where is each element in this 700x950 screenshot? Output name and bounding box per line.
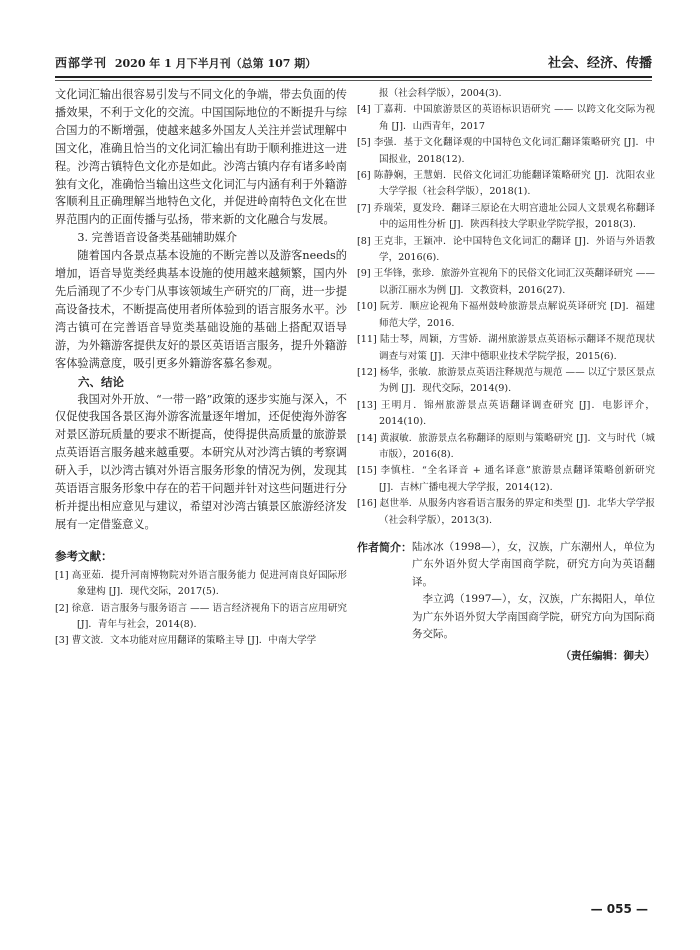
left-column (55, 86, 347, 650)
author-2: 李立鸿（1997—），女，汉族，广东揭阳人，单位为广东外语外贸大学南国商学院，研究方向为国际商务交际。 (412, 593, 655, 641)
journal-logo: 西部学刊 (55, 56, 108, 70)
author-info (357, 539, 655, 644)
page-number: — 055 — (590, 902, 648, 916)
header-journal (55, 54, 316, 71)
reference-continued: 报（社会科学版），2004(3). (379, 88, 502, 99)
editor-note: （责任编辑：御夫） (560, 649, 655, 662)
reference-item: [11] 陆士琴，周颖，方雪娇．湖州旅游景点英语标示翻译不规范现状调查与对策 [J]．天津中德职业技术学院学报，2015(6). (357, 334, 655, 362)
reference-item: [15] 李慎柱．“全名译音 + 通名译意”旅游景点翻译策略创新研究 [J]．吉林广播电视大学学报，2014(12). (357, 465, 655, 493)
paragraph-3: 随着国内各景点基本设施的不断完善以及游客needs的增加，语音导览类经典基本设施的使用越来越频繁，国内外先后涌现了不少专门从事该领域生产研究的厂商，进一步提高设备技术，不断提高使用者所体验到的语言服务水平。沙湾古镇可在完善语音导览类基础设施的基础上搭配双语导游，为外籍游客提供友好的景区英语语言服务，提升外籍游客体验满意度，吸引更多外籍游客慕名参观。 (55, 249, 347, 370)
reference-item: [7] 乔瑞荣，夏发玲．翻译三原论在大明宫遗址公园人文景观名称翻译中的运用性分析 [J]．陕西科技大学职业学院学报，2018(3). (357, 202, 655, 231)
reference-item: [16] 赵世举．从服务内容看语言服务的界定和类型 [J]．北华大学学报（社会科学版），2013(3). (357, 498, 655, 526)
subheading-3: 3. 完善语音设备类基础辅助媒介 (77, 231, 238, 245)
page-header (55, 50, 652, 74)
reference-item: [2] 徐意．语言服务与服务语言 —— 语言经济视角下的语言应用研究 [J]．青年与社会，2014(8). (55, 602, 347, 630)
author-label: 作者简介： (357, 540, 412, 554)
reference-item: [14] 黄淑敏．旅游景点名称翻译的原则与策略研究 [J]．文与时代（城市版），2016(8). (357, 432, 655, 460)
reference-item: [1] 高亚茹．提升河南博物院对外语言服务能力 促进河南良好国际形象建构 [J]．现代交际，2017(5). (55, 569, 347, 598)
references-title: 参考文献： (55, 548, 113, 563)
reference-item: [3] 曹文波．文本功能对应用翻译的策略主导 [J]．中南大学学 (55, 635, 317, 647)
right-column (357, 86, 655, 663)
issue-info: 2020 年 1 月下半月刊（总第 107 期） (114, 57, 317, 70)
reference-item: [13] 王明月．锦州旅游景点英语翻译调查研究 [J]．电影评介，2014(10). (357, 399, 655, 428)
section-title: 社会、经济、传播 (547, 56, 652, 71)
continued-paragraph: 文化词汇输出很容易引发与不同文化的争端，带去负面的传播效果，不利于文化的交流。中国国际地位的不断提升与综合国力的不断增强，使越来越多外国友人关注并尝试理解中国文化，准确且恰当的文化词汇输出有助于顺利推进这一进程。沙湾古镇特色文化亦是如此。沙湾古镇内存有诸多岭南独有文化，准确恰当输出这些文化词汇与内涵有利于外籍游客顺利且正确理解当地特色文化，并促进岭南特色文化在世界范围内的正面传播与弘扬，带来新的文化融合与发展。 (55, 88, 347, 227)
reference-item: [4] 丁嘉莉．中国旅游景区的英语标识语研究 —— 以跨文化交际为视角 [J]．山西青年，2017 (357, 104, 655, 132)
reference-item: [6] 陈静娴，王慧娟．民俗文化词汇功能翻译策略研究 [J]．沈阳农业大学学报（社会科学版），2018(1). (357, 170, 655, 198)
reference-item: [9] 王华锋，张珍．旅游外宣视角下的民俗文化词汇汉英翻译研究 —— 以浙江丽水为例 [J]．文教资料，2016(27). (357, 268, 655, 296)
reference-item: [10] 阮芳．顺应论视角下福州鼓岭旅游景点解说英译研究 [D]．福建师范大学，2016. (357, 301, 655, 329)
header-rule-thin (55, 80, 652, 81)
reference-item: [5] 李强．基于文化翻译观的中国特色文化词汇翻译策略研究 [J]．中国报业，2018(12). (357, 137, 655, 165)
section-conclusion-heading: 六、结论 (78, 374, 124, 389)
conclusion-paragraph: 我国对外开放、“一带一路”政策的逐步实施与深入，不仅促使我国各景区海外游客流量逐年增加，还促使海外游客对景区游玩质量的要求不断提高，使得提供高质量的旅游景点英语语言服务越来越重要。本研究从对沙湾古镇的考察调研入手，以沙湾古镇对外语言服务形象的情况为例，发现其英语语言服务形象中存在的若干问题并针对这些问题进行分析并提出相应意见与建议，希望对沙湾古镇景区旅游经济发展有一定借鉴意义。 (55, 392, 347, 531)
reference-item: [8] 王克非，王颖冲．论中国特色文化词汇的翻译 [J]．外语与外语教学，2016(6). (357, 235, 655, 264)
header-rule-thick (55, 76, 652, 78)
author-1: 陆冰冰（1998—），女，汉族，广东潮州人，单位为广东外语外贸大学南国商学院，研究方向为英语翻译。 (412, 540, 655, 588)
reference-item: [12] 杨华，张敏．旅游景点英语注释规范与规范 —— 以辽宁景区景点为例 [J]．现代交际，2014(9). (357, 366, 655, 395)
